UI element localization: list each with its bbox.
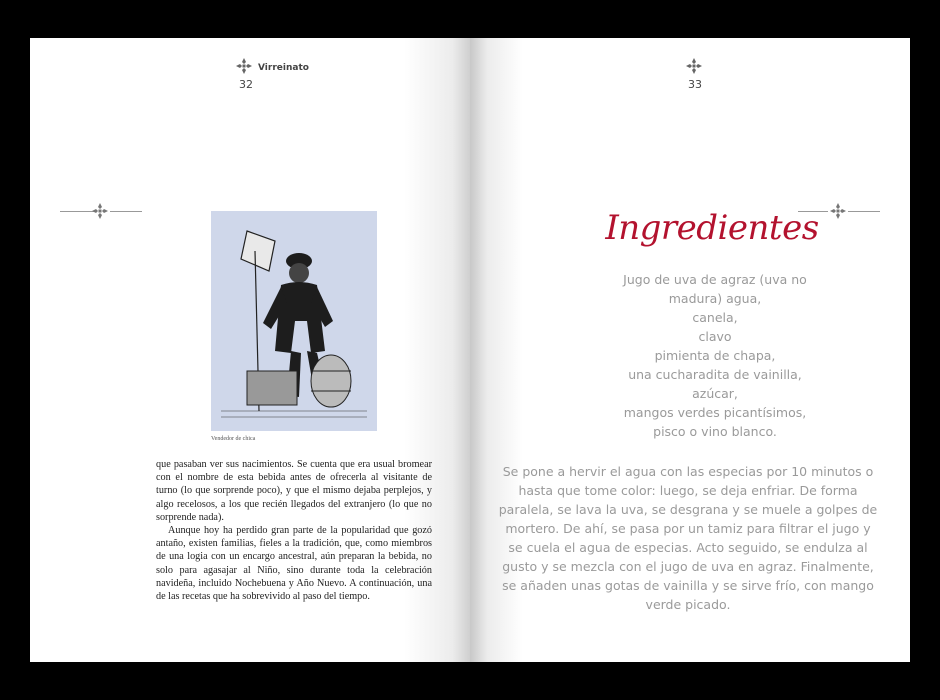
ingredient-item: clavo [698,329,732,344]
ingredient-item: canela, [692,310,738,325]
ingredient-item: pimienta de chapa, [654,348,776,363]
left-page [30,38,470,662]
paragraph: Aunque hoy ha perdido gran parte de la popularidad que gozó antaño, existen familias, fieles a la tradición, que, como miembros de una logia con un encargo ancestral, aún preparan la bebida, no solo para agasajar al Niño, sino durante toda la celebración navideña, incluido Nochebuena y Año Nuevo. A continuación, una de las recetas que ha sobrevivido al paso del tiempo. [156,525,432,603]
ingredient-item: pisco o vino blanco. [653,424,777,439]
page-number: 32 [239,78,253,91]
fleuron-ornament-icon [92,203,108,219]
divider-rule [60,211,94,212]
ingredient-item: azúcar, [692,386,738,401]
ingredient-item: una cucharadita de vainilla, [628,367,802,382]
recipe-title: Ingredientes [605,208,819,248]
right-page [470,38,910,662]
running-head: Virreinato [258,63,309,73]
paragraph: que pasaban ver sus nacimientos. Se cuenta que era usual bromear con el nombre de esta bebida antes de ofrecerla al visitante de turno (lo que sorprende poco), y que el mismo dejaba perplejos, y algo recelosos, a los que recién llegados del extranjero (lo que no sorprende nada). [156,459,432,523]
fleuron-ornament-icon [686,58,702,74]
body-text [156,458,432,603]
fleuron-ornament-icon [236,58,252,74]
ingredient-item: Jugo de uva de agraz (uva no [623,272,807,287]
figure-caption: Vendedor de chica [211,436,256,442]
page-number: 33 [688,78,702,91]
recipe-instructions: Se pone a hervir el agua con las especias por 10 minutos o hasta que tome color: luego, se deja enfriar. De forma paralela, se lava la uva, se desgrana y se muele a golpes de mortero. De ahí, se pasa por un tamiz para filtrar el jugo y se cuela el agua de especias. Acto seguido, se endulza al gusto y se mezcla con el jugo de uva en agraz. Finalmente, se añaden unas gotas de vainilla y se sirve frío, con mango verde picado. [498,464,878,612]
divider-rule [110,211,142,212]
ingredient-item: mangos verdes picantísimos, [623,405,807,420]
engraving-illustration [211,211,377,431]
ingredient-item: madura) agua, [668,291,762,306]
ingredient-list [550,270,880,441]
